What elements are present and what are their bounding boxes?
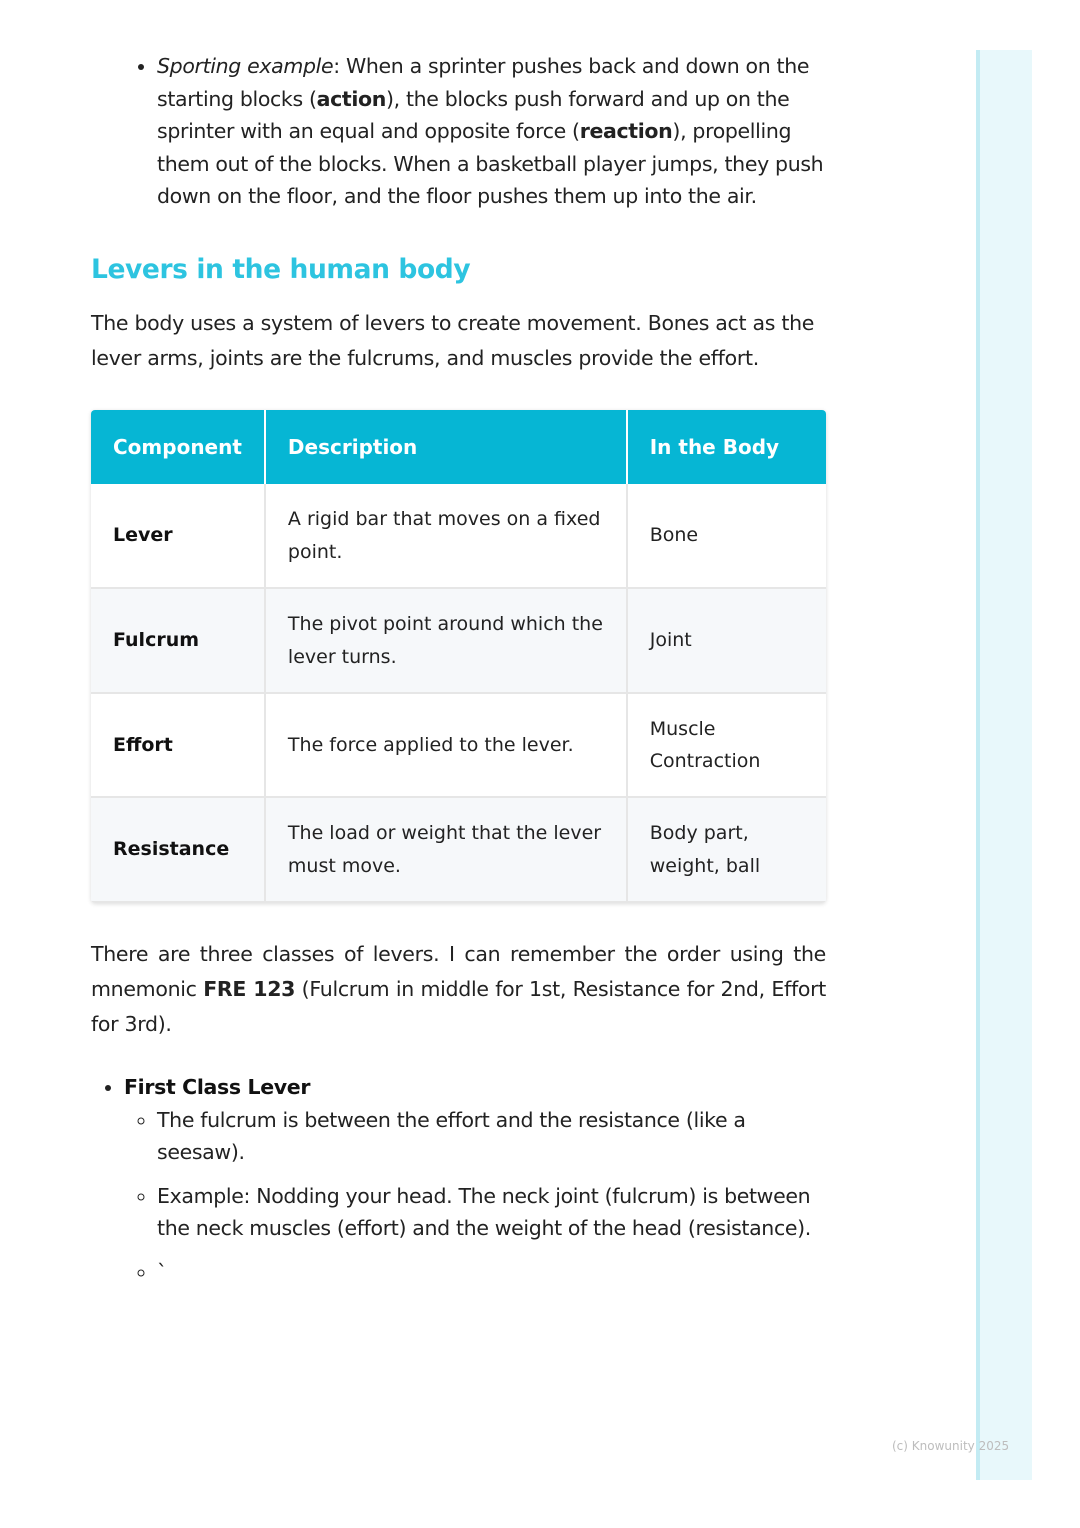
lever-class-list <box>91 1071 826 1289</box>
cell-in-body: Joint <box>627 588 826 693</box>
sporting-text-1: : When a sprinter pushes back and down on the starting blocks ( <box>157 54 810 111</box>
action-term: action <box>316 86 386 111</box>
table-header-row <box>91 410 826 484</box>
header-description: Description <box>265 410 627 484</box>
copyright-footer: (c) Knowunity 2025 <box>892 1439 1010 1453</box>
cell-description: A rigid bar that moves on a fixed point. <box>265 484 627 589</box>
mnemonic: FRE 123 <box>203 976 296 1001</box>
table-row <box>91 693 826 798</box>
cell-description: The load or weight that the lever must move. <box>265 797 627 902</box>
sporting-example-item <box>157 50 826 213</box>
cell-component: Resistance <box>91 797 265 902</box>
cell-description: The force applied to the lever. <box>265 693 627 798</box>
list-item: ◦ The fulcrum is between the effort and the resistance (like a seesaw). <box>157 1104 826 1169</box>
classes-text-2: (Fulcrum in middle for 1st, Resistance for 2nd, Effort for 3rd). <box>91 976 826 1036</box>
page-side-margin <box>976 50 1032 1480</box>
list-item: ◦ Example: Nodding your head. The neck joint (fulcrum) is between the neck muscles (effort) and the weight of the head (resistance). <box>157 1180 826 1245</box>
sporting-text-3: ), propelling them out of the blocks. When a basketball player jumps, they push down on the floor, and the floor pushes them up into the air. <box>157 119 824 209</box>
first-class-lever-item <box>124 1071 826 1289</box>
table-row <box>91 588 826 693</box>
reaction-term: reaction <box>579 119 673 144</box>
header-component: Component <box>91 410 265 484</box>
cell-component: Effort <box>91 693 265 798</box>
lever-classes-paragraph <box>91 937 826 1042</box>
classes-text-1: There are three classes of levers. I can remember the order using the mnemonic <box>91 941 826 1001</box>
table-row <box>91 797 826 902</box>
cell-description: The pivot point around which the lever turns. <box>265 588 627 693</box>
sporting-example-label: Sporting example <box>157 54 334 78</box>
sporting-text-2: ), the blocks push forward and up on the sprinter with an equal and opposite force ( <box>157 86 790 144</box>
first-class-title: First Class Lever <box>124 1074 311 1099</box>
table-row <box>91 484 826 589</box>
lever-components-table <box>91 410 826 903</box>
document-content <box>91 50 826 1289</box>
first-class-points <box>124 1104 826 1289</box>
header-in-the-body: In the Body <box>627 410 826 484</box>
cell-in-body: Bone <box>627 484 826 589</box>
section-heading: Levers in the human body <box>91 253 471 285</box>
cell-in-body: Muscle Contraction <box>627 693 826 798</box>
section-paragraph: The body uses a system of levers to create movement. Bones act as the lever arms, joints are the fulcrums, and muscles provide the effort. <box>91 310 815 370</box>
cell-component: Fulcrum <box>91 588 265 693</box>
cell-component: Lever <box>91 484 265 589</box>
intro-list <box>91 50 826 213</box>
list-item: ◦ ` <box>157 1256 826 1289</box>
cell-in-body: Body part, weight, ball <box>627 797 826 902</box>
